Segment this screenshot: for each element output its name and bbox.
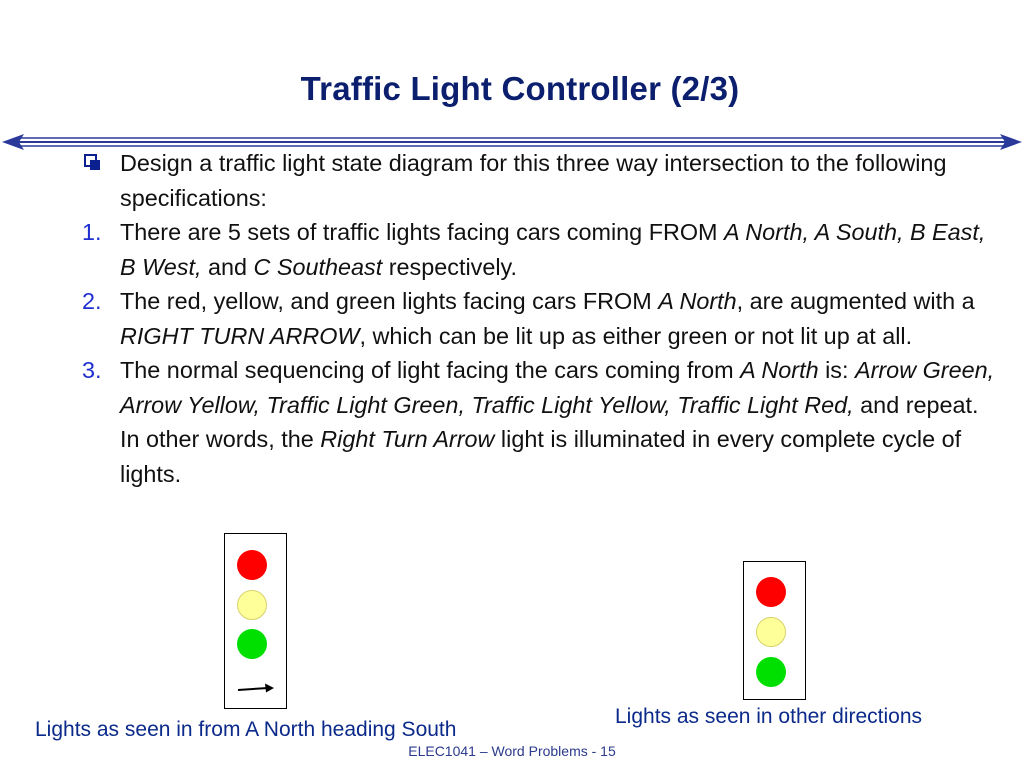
spec-item-3 [82,353,1002,491]
spec-text-part-italic: RIGHT TURN ARROW [120,322,360,349]
spec-text-part-italic: A North [740,357,819,383]
intro-bullet [82,146,1002,215]
yellow-lamp [237,590,267,620]
spec-number: 3. [82,357,102,383]
spec-text-part: There are 5 sets of traffic lights facing cars coming FROM [120,219,725,245]
spec-number: 1. [82,219,102,245]
right-turn-arrow-icon [236,682,276,696]
intro-text: Design a traffic light state diagram for this three way intersection to the following specifications: [120,150,947,211]
yellow-lamp [756,617,786,647]
spec-text-part: and repeat. In other words, the [120,391,979,452]
spec-item-1 [82,215,1002,284]
slide-footer: ELEC1041 – Word Problems - 15 [408,743,616,759]
checkbox-bullet-icon [84,154,97,167]
red-lamp [756,577,786,607]
spec-number: 2. [82,288,102,314]
spec-text-part: , are augmented with a [736,288,975,314]
spec-text-part-italic: Right Turn Arrow [320,426,495,452]
spec-text-part: respectively. [382,253,517,280]
spec-text-part: The red, yellow, and green lights facing cars FROM [120,288,659,314]
green-lamp [237,629,267,659]
other-light-caption: Lights as seen in other directions [615,705,923,728]
spec-text-part: is: [818,357,855,383]
spec-text-part-italic: A North, A South, B East, B West, [120,219,986,280]
red-lamp [237,550,267,580]
spec-text-part: , which can be lit up as either green or not lit up at all. [359,322,913,349]
spec-item-2 [82,284,1002,353]
spec-text-part: light is illuminated in every complete cycle of lights. [120,426,962,487]
spec-text-part-italic: C Southeast [253,253,383,280]
spec-text-part: and [201,253,254,280]
spec-text-part-italic: A North [658,288,737,314]
north-traffic-light [224,533,287,709]
other-traffic-light [743,561,806,700]
slide-title: Traffic Light Controller (2/3) [300,70,740,107]
north-light-caption: Lights as seen in from A North heading South [35,718,457,741]
green-lamp [756,657,786,687]
spec-text-part-italic: Arrow Green, Arrow Yellow, Traffic Light Green, Traffic Light Yellow, Traffic Light Red, [120,357,995,418]
slide-body [82,146,1002,491]
spec-text-part: The normal sequencing of light facing the cars coming from [120,357,741,383]
